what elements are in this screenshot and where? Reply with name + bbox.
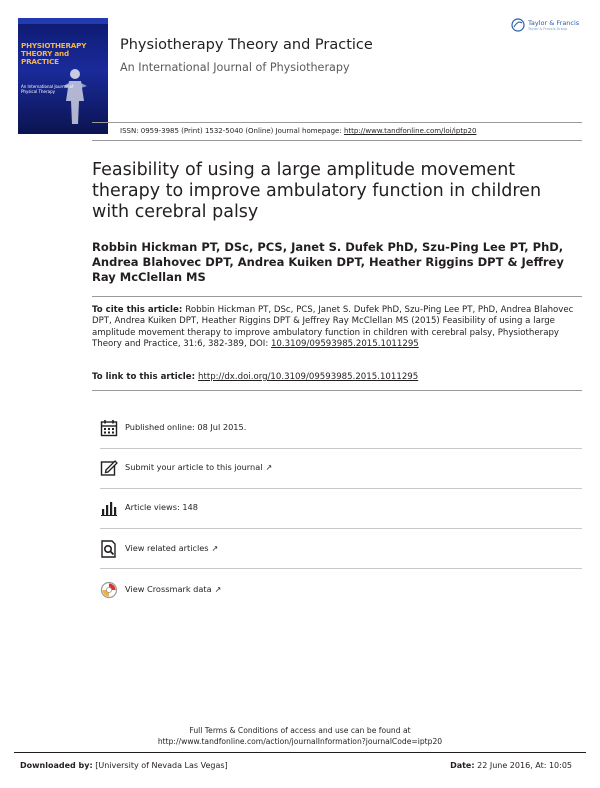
journal-title: Physiotherapy Theory and Practice — [120, 37, 373, 53]
info-divider — [100, 568, 582, 569]
article-title: Feasibility of using a large amplitude movement therapy to improve ambulatory function in children with cerebral palsy — [92, 160, 542, 222]
downloaded-by: Downloaded by: [University of Nevada Las Vegas] — [20, 761, 228, 770]
terms-line: Full Terms & Conditions of access and use can be found at — [189, 726, 411, 735]
info-divider — [100, 488, 582, 489]
info-divider — [100, 528, 582, 529]
citation-block — [92, 305, 587, 350]
external-link-icon: ↗ — [214, 585, 222, 594]
authors-divider — [92, 296, 582, 297]
citation-divider — [92, 390, 582, 391]
article-views-label: Article views: 148 — [125, 502, 198, 512]
link-label: To link to this article: — [92, 372, 199, 382]
published-online-item — [100, 419, 400, 441]
related-articles-link[interactable]: View related articles ↗ — [125, 543, 219, 553]
info-divider — [100, 448, 582, 449]
publisher-logo-icon — [511, 18, 525, 32]
bar-chart-icon — [100, 499, 118, 517]
crossmark-icon — [100, 581, 118, 599]
terms-url-link[interactable]: http://www.tandfonline.com/action/journalInformation?journalCode=iptp20 — [157, 737, 443, 746]
journal-subtitle: An International Journal of Physiotherapy — [120, 61, 350, 74]
crossmark-item[interactable] — [100, 581, 400, 603]
publisher-tagline: Taylor & Francis Group — [528, 27, 568, 31]
article-authors: Robbin Hickman PT, DSc, PCS, Janet S. Dufek PhD, Szu-Ping Lee PT, PhD, Andrea Blahovec DPT, Andrea Kuiken DPT, Heather Riggins DPT & Jeffrey Ray McClellan MS — [92, 240, 564, 284]
citation-text: Robbin Hickman PT, DSc, PCS, Janet S. Dufek PhD, Szu-Ping Lee PT, PhD, Andrea Blahovec DPT, Andrea Kuiken DPT, Heather Riggins DPT & Jeffrey Ray McClellan MS (2015) Feasibility of using a large amplitude movement therapy to improve ambulatory function in children with cerebral palsy, Physiotherapy Theory and Practice, 31:6, 382-389, DOI: — [92, 305, 574, 349]
submit-article-item[interactable] — [100, 459, 400, 481]
cover-figure-illustration — [60, 66, 90, 126]
journal-cover-image — [18, 18, 108, 134]
cover-title: PHYSIOTHERAPY THEORY and PRACTICE — [21, 41, 87, 66]
cover-strip — [18, 18, 108, 24]
published-online-label: Published online: 08 Jul 2015. — [125, 422, 247, 432]
citation-label: To cite this article: — [92, 305, 186, 315]
submit-article-link[interactable]: Submit your article to this journal ↗ — [125, 462, 273, 472]
article-link-line — [92, 372, 418, 382]
publisher-logo — [511, 18, 583, 36]
external-link-icon: ↗ — [265, 463, 273, 472]
issn-text: ISSN: 0959-3985 (Print) 1532-5040 (Online) Journal homepage: — [120, 127, 344, 135]
search-document-icon — [100, 540, 118, 558]
journal-homepage-link[interactable]: http://www.tandfonline.com/loi/iptp20 — [343, 127, 477, 135]
download-date: Date: 22 June 2016, At: 10:05 — [450, 761, 572, 770]
terms-notice — [0, 725, 600, 747]
citation-doi-link[interactable]: 10.3109/09593985.2015.1011295 — [270, 338, 419, 349]
publisher-name: Taylor & Francis — [528, 19, 580, 27]
issn-line — [120, 127, 476, 135]
issn-divider — [92, 140, 582, 141]
related-articles-item[interactable] — [100, 540, 400, 562]
cover-subtitle: An International Journal of Physical Therapy — [21, 84, 74, 94]
header-divider — [92, 122, 582, 123]
article-doi-link[interactable]: http://dx.doi.org/10.3109/09593985.2015.1011295 — [198, 372, 419, 382]
article-views-item — [100, 499, 400, 521]
calendar-icon — [100, 419, 118, 437]
external-link-icon: ↗ — [211, 544, 219, 553]
crossmark-link[interactable]: View Crossmark data ↗ — [125, 584, 222, 594]
footer-divider — [14, 752, 586, 753]
download-info-bar — [14, 758, 586, 774]
edit-icon — [100, 459, 118, 477]
